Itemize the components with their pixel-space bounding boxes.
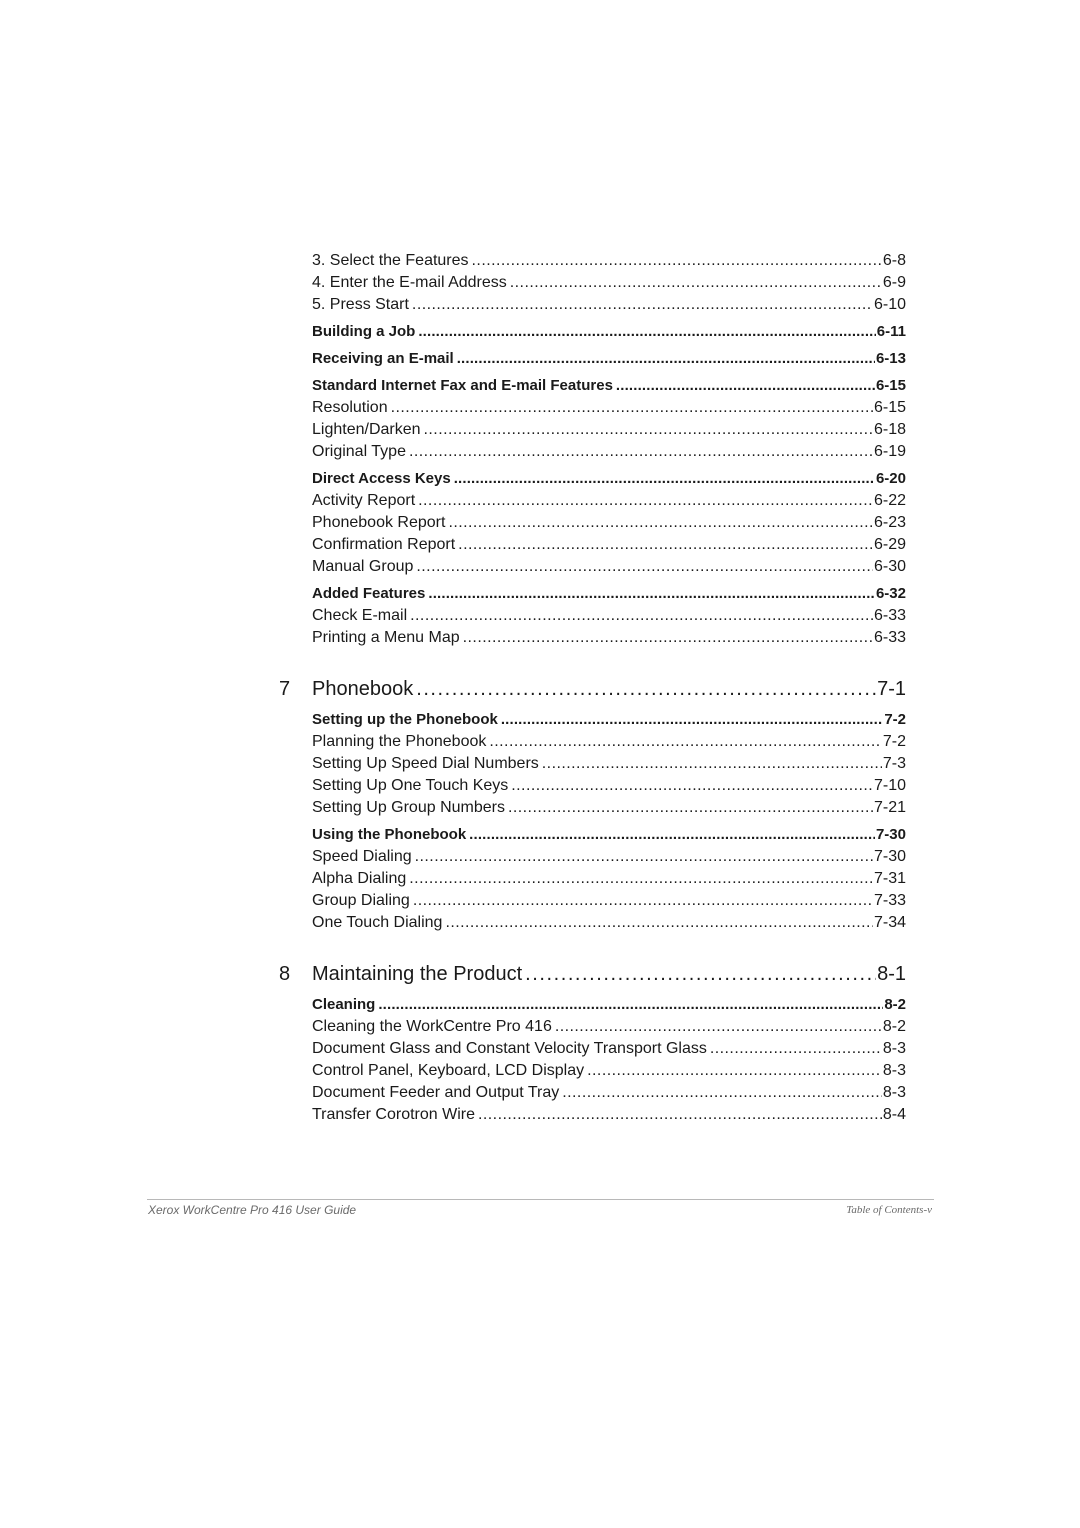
toc-entry-page-number: 6-29 [873,536,906,553]
dot-leader [463,627,873,649]
toc-entry-page-number: 6-18 [873,421,906,438]
dot-leader [391,397,873,419]
toc-item-entry[interactable] [312,419,906,441]
toc-section-entry[interactable] [312,583,906,605]
toc-entry-title: Setting Up One Touch Keys [312,777,509,794]
toc-entry-page-number: 7-33 [873,892,906,909]
dot-leader [424,419,873,441]
dot-leader [413,890,873,912]
dot-leader [555,1016,882,1038]
toc-entry-page-number: 6-32 [875,585,906,602]
dot-leader [478,1104,882,1126]
dot-leader [508,797,873,819]
toc-entry-title: Original Type [312,443,406,460]
dot-leader [445,912,873,934]
toc-entry-page-number: 8-4 [882,1106,906,1123]
toc-item-entry[interactable] [312,846,906,868]
toc-section-entry[interactable] [312,375,906,397]
toc-entry-page-number: 6-15 [873,399,906,416]
toc-item-entry[interactable] [312,534,906,556]
dot-leader [525,959,876,989]
dot-leader [472,250,882,272]
toc-entry-title: Maintaining the Product [312,963,523,985]
dot-leader [562,1082,882,1104]
toc-entry-title: Alpha Dialing [312,870,407,887]
toc-entry-title: Building a Job [312,323,416,340]
toc-entry-page-number: 7-34 [873,914,906,931]
toc-entry-page-number: 8-1 [877,963,906,985]
toc-item-entry[interactable] [312,1038,906,1060]
toc-entry-title: Resolution [312,399,388,416]
dot-leader [378,994,883,1016]
toc-section-entry[interactable] [312,468,906,490]
toc-entry-page-number: 6-30 [873,558,906,575]
toc-chapter-entry[interactable] [279,959,906,989]
toc-entry-title: Added Features [312,585,426,602]
toc-item-entry[interactable] [312,272,906,294]
toc-entry-title: Setting Up Speed Dial Numbers [312,755,539,772]
dot-leader [501,709,883,731]
dot-leader [469,824,875,846]
toc-entry-page-number: 6-23 [873,514,906,531]
toc-item-entry[interactable] [312,1104,906,1126]
toc-section-entry[interactable] [312,994,906,1016]
toc-entry-page-number: 6-19 [873,443,906,460]
toc-entry-page-number: 6-33 [873,629,906,646]
toc-entry-title: Direct Access Keys [312,470,451,487]
toc-entry-page-number: 7-10 [873,777,906,794]
toc-item-entry[interactable] [312,627,906,649]
dot-leader [412,294,873,316]
dot-leader [409,868,873,890]
toc-entry-title: Document Glass and Constant Velocity Transport Glass [312,1040,707,1057]
dot-leader [510,272,882,294]
toc-entry-title: Printing a Menu Map [312,629,460,646]
toc-entry-title: Cleaning the WorkCentre Pro 416 [312,1018,552,1035]
dot-leader [416,556,873,578]
toc-item-entry[interactable] [312,556,906,578]
dot-leader [457,348,875,370]
toc-item-entry[interactable] [312,868,906,890]
dot-leader [448,512,873,534]
dot-leader [454,468,875,490]
table-of-contents [0,250,1080,1126]
toc-entry-page-number: 7-31 [873,870,906,887]
footer-page-label: Table of Contents-v [846,1204,932,1216]
toc-entry-title: 4. Enter the E-mail Address [312,274,507,291]
toc-section-entry[interactable] [312,824,906,846]
toc-entry-title: Document Feeder and Output Tray [312,1084,560,1101]
toc-section-entry[interactable] [312,348,906,370]
dot-leader [410,605,873,627]
toc-entry-page-number: 8-2 [882,1018,906,1035]
toc-item-entry[interactable] [312,753,906,775]
dot-leader [418,321,875,343]
toc-entry-page-number: 6-22 [873,492,906,509]
dot-leader [415,846,873,868]
toc-entry-page-number: 7-21 [873,799,906,816]
toc-entry-title: 3. Select the Features [312,252,469,269]
toc-entry-page-number: 7-30 [873,848,906,865]
toc-item-entry[interactable] [312,512,906,534]
toc-entry-title: Confirmation Report [312,536,456,553]
toc-section-entry[interactable] [312,709,906,731]
dot-leader [428,583,875,605]
dot-leader [418,490,873,512]
toc-item-entry[interactable] [312,731,906,753]
dot-leader [710,1038,882,1060]
dot-leader [616,375,875,397]
chapter-number: 8 [279,963,291,985]
toc-section-entry[interactable] [312,321,906,343]
toc-entry-page-number: 8-3 [882,1084,906,1101]
toc-entry-title: Using the Phonebook [312,826,467,843]
toc-item-entry[interactable] [312,605,906,627]
dot-leader [587,1060,882,1082]
toc-entry-page-number: 6-33 [873,607,906,624]
toc-item-entry[interactable] [312,1060,906,1082]
toc-entry-page-number: 8-2 [884,996,906,1013]
toc-entry-title: Activity Report [312,492,416,509]
footer-guide-title: Xerox WorkCentre Pro 416 User Guide [148,1203,357,1217]
dot-leader [458,534,873,556]
toc-entry-title: Setting up the Phonebook [312,711,498,728]
footer-divider [147,1199,934,1200]
toc-entry-page-number: 6-11 [876,323,906,340]
toc-item-entry[interactable] [312,775,906,797]
toc-entry-page-number: 6-15 [875,377,906,394]
toc-entry-page-number: 8-3 [882,1040,906,1057]
toc-entry-page-number: 7-30 [875,826,906,843]
toc-entry-title: Phonebook [312,678,414,700]
toc-entry-title: Transfer Corotron Wire [312,1106,475,1123]
toc-entry-page-number: 6-9 [882,274,906,291]
toc-entry-page-number: 6-8 [882,252,906,269]
toc-entry-page-number: 7-2 [884,711,906,728]
toc-entry-title: Planning the Phonebook [312,733,487,750]
chapter-number: 7 [279,678,291,700]
toc-entry-title: Phonebook Report [312,514,446,531]
toc-item-entry[interactable] [312,912,906,934]
toc-entry-title: Setting Up Group Numbers [312,799,505,816]
dot-leader [409,441,873,463]
toc-entry-title: 5. Press Start [312,296,409,313]
toc-entry-title: Group Dialing [312,892,410,909]
toc-chapter-entry[interactable] [279,674,906,704]
dot-leader [416,674,876,704]
toc-item-entry[interactable] [312,1016,906,1038]
toc-entry-page-number: 7-2 [882,733,906,750]
toc-entry-title: Manual Group [312,558,414,575]
toc-entry-page-number: 7-1 [877,678,906,700]
toc-item-entry[interactable] [312,797,906,819]
dot-leader [489,731,882,753]
toc-entry-title: Lighten/Darken [312,421,421,438]
toc-item-entry[interactable] [312,397,906,419]
dot-leader [542,753,882,775]
toc-entry-title: Control Panel, Keyboard, LCD Display [312,1062,585,1079]
toc-item-entry[interactable] [312,890,906,912]
toc-entry-title: Standard Internet Fax and E-mail Features [312,377,613,394]
toc-entry-title: Speed Dialing [312,848,412,865]
toc-entry-page-number: 8-3 [882,1062,906,1079]
toc-item-entry[interactable] [312,294,906,316]
toc-entry-page-number: 7-3 [882,755,906,772]
toc-entry-title: One Touch Dialing [312,914,443,931]
toc-item-entry[interactable] [312,1082,906,1104]
toc-item-entry[interactable] [312,490,906,512]
toc-entry-title: Receiving an E-mail [312,350,454,367]
toc-entry-title: Cleaning [312,996,376,1013]
toc-entry-page-number: 6-13 [875,350,906,367]
toc-entry-title: Check E-mail [312,607,408,624]
toc-item-entry[interactable] [312,441,906,463]
toc-entry-page-number: 6-20 [875,470,906,487]
toc-entry-page-number: 6-10 [873,296,906,313]
dot-leader [511,775,873,797]
toc-item-entry[interactable] [312,250,906,272]
